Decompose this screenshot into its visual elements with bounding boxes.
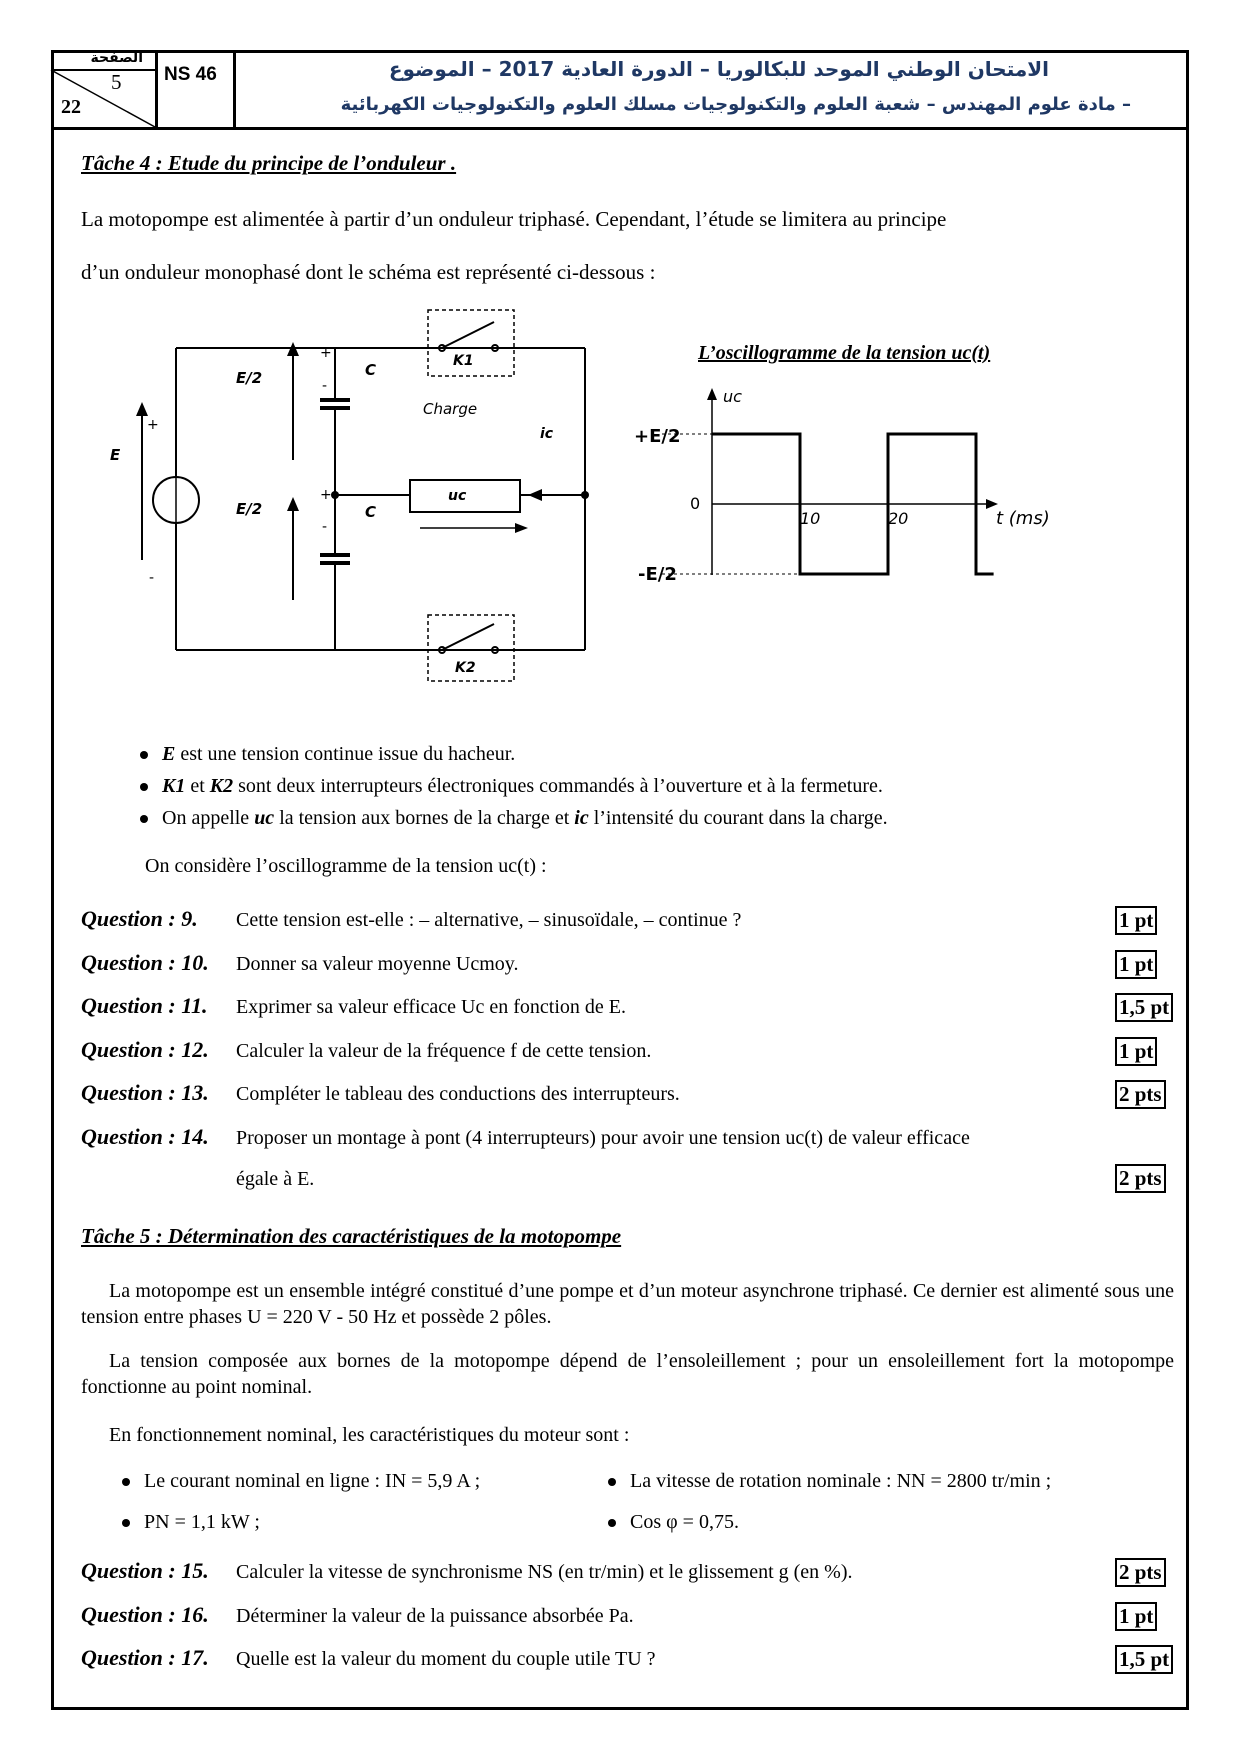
- current-label: ic: [540, 426, 554, 442]
- char-current-text: Le courant nominal en ligne : IN = 5,9 A ;: [144, 1470, 481, 1492]
- q13-text: Compléter le tableau des conductions des interrupteurs.: [236, 1083, 680, 1105]
- q14-points: 2 pts: [1115, 1164, 1166, 1193]
- osc-x-label: t (ms): [996, 508, 1050, 529]
- page-frame: [51, 50, 1189, 1710]
- q10-label: Question : 10.: [81, 950, 209, 975]
- bullet-uc-ic: [140, 807, 888, 830]
- char-power-text: PN = 1,1 kW ;: [144, 1511, 260, 1533]
- q16-points: 1 pt: [1115, 1602, 1157, 1631]
- bullet-ic-term: ic: [574, 807, 589, 829]
- q14-text: Proposer un montage à pont (4 interrupteurs) pour avoir une tension uc(t) de valeur efficace: [236, 1127, 970, 1149]
- q13-points: 2 pts: [1115, 1080, 1166, 1109]
- source-plus: +: [147, 417, 159, 433]
- q16-label: Question : 16.: [81, 1602, 209, 1627]
- q15-text: Calculer la vitesse de synchronisme NS (en tr/min) et le glissement g (en %).: [236, 1561, 853, 1583]
- source-label: E: [110, 446, 121, 464]
- q16-text: Déterminer la valeur de la puissance absorbée Pa.: [236, 1605, 634, 1627]
- page-label: الصفحة: [90, 50, 143, 66]
- q11-label: Question : 11.: [81, 993, 208, 1018]
- q12-label: Question : 12.: [81, 1037, 209, 1062]
- exam-header: [51, 50, 1189, 130]
- cap-bottom-plus: +: [320, 487, 332, 503]
- bullet-k2-term: K2: [209, 775, 234, 797]
- q11-points: 1,5 pt: [1115, 993, 1173, 1022]
- inverter-circuit: [110, 300, 610, 700]
- task5-para3: En fonctionnement nominal, les caractéristiques du moteur sont :: [109, 1424, 630, 1446]
- osc-tick-neg: -E/2: [638, 564, 677, 585]
- q10-points: 1 pt: [1115, 950, 1157, 979]
- bullet-switches-text: sont deux interrupteurs électroniques commandés à l’ouverture et à la fermeture.: [233, 775, 883, 797]
- oscillogram-chart: [634, 380, 1080, 590]
- bullet-uc-pre: On appelle: [162, 807, 255, 829]
- char-power: [122, 1511, 260, 1534]
- char-speed-text: La vitesse de rotation nominale : NN = 2800 tr/min ;: [630, 1470, 1052, 1492]
- bullet-k1-term: K1: [162, 775, 186, 797]
- task4-intro-line1: La motopompe est alimentée à partir d’un onduleur triphasé. Cependant, l’étude se limitera au principe: [81, 207, 947, 231]
- switch-k1-label: K1: [453, 353, 474, 369]
- osc-tick-10: 10: [800, 509, 821, 528]
- exam-code: NS 46: [158, 50, 236, 127]
- bullet-e-text: est une tension continue issue du hacheur.: [175, 743, 516, 765]
- q14-label: Question : 14.: [81, 1124, 209, 1149]
- exam-title: الامتحان الوطني الموحد للبكالوريا – الدورة العادية 2017 – الموضوع: [388, 57, 1049, 81]
- q17-text: Quelle est la valeur du moment du couple utile TU ?: [236, 1648, 656, 1670]
- q12-points: 1 pt: [1115, 1037, 1157, 1066]
- switch-k2-label: K2: [455, 660, 476, 676]
- char-speed: [608, 1470, 1051, 1493]
- q12-text: Calculer la valeur de la fréquence f de cette tension.: [236, 1040, 652, 1062]
- osc-y-label: uc: [723, 387, 742, 406]
- cap-top-minus: -: [322, 378, 328, 394]
- bullet-ic-text: l’intensité du courant dans la charge.: [588, 807, 888, 829]
- bullet-switches: [140, 775, 883, 798]
- capacitor-top-label: C: [365, 361, 377, 379]
- consider-line: On considère l’oscillogramme de la tension uc(t) :: [145, 855, 547, 877]
- voltage-label: uc: [448, 488, 467, 504]
- page-total: 22: [61, 96, 81, 118]
- page-number-box: [51, 50, 158, 127]
- q14-text-cont: égale à E.: [236, 1168, 315, 1190]
- oscillogram-title: L’oscillogramme de la tension uc(t): [698, 342, 991, 364]
- bullet-uc-mid: la tension aux bornes de la charge et: [274, 807, 575, 829]
- cap-top-plus: +: [320, 345, 332, 361]
- half-voltage-top: E/2: [236, 369, 263, 387]
- source-minus: -: [149, 570, 155, 586]
- char-current: [122, 1470, 480, 1493]
- task4-title: Tâche 4 : Etude du principe de l’onduleur .: [81, 151, 457, 175]
- q10-text: Donner sa valeur moyenne Ucmoy.: [236, 953, 519, 975]
- task5-para2: La tension composée aux bornes de la motopompe dépend de l’ensoleillement ; pour un ensoleillement fort la motopompe fonctionne au point nominal.: [81, 1350, 1174, 1398]
- task5-para1: La motopompe est un ensemble intégré constitué d’une pompe et d’un moteur asynchrone triphasé. Ce dernier est alimenté sous une tension entre phases U = 220 V - 50 Hz et possède 2 pôles.: [81, 1280, 1174, 1328]
- half-voltage-bottom: E/2: [236, 500, 263, 518]
- bullet-and: et: [185, 775, 210, 797]
- task5-title: Tâche 5 : Détermination des caractéristiques de la motopompe: [81, 1224, 622, 1248]
- q11-text: Exprimer sa valeur efficace Uc en fonction de E.: [236, 996, 626, 1018]
- bullet-e-term: E: [162, 743, 176, 765]
- bullet-e: [140, 743, 515, 766]
- q15-points: 2 pts: [1115, 1558, 1166, 1587]
- load-label: Charge: [423, 400, 478, 418]
- bullet-uc-term: uc: [254, 807, 275, 829]
- osc-tick-20: 20: [888, 509, 909, 528]
- char-cosphi-text: Cos φ = 0,75.: [630, 1511, 739, 1533]
- osc-tick-pos: +E/2: [634, 426, 681, 447]
- task4-intro-line2: d’un onduleur monophasé dont le schéma est représenté ci-dessous :: [81, 260, 656, 284]
- q13-label: Question : 13.: [81, 1080, 209, 1105]
- q15-label: Question : 15.: [81, 1558, 209, 1583]
- page-number: 5: [111, 70, 122, 94]
- capacitor-bottom-label: C: [365, 503, 377, 521]
- q9-text: Cette tension est-elle : – alternative, – sinusoïdale, – continue ?: [236, 909, 742, 931]
- q17-points: 1,5 pt: [1115, 1645, 1173, 1674]
- cap-bottom-minus: -: [322, 519, 328, 535]
- exam-subtitle: – مادة علوم المهندس – شعبة العلوم والتكنولوجيات مسلك العلوم والتكنولوجيات الكهربائية: [340, 94, 1131, 115]
- q9-points: 1 pt: [1115, 906, 1157, 935]
- q17-label: Question : 17.: [81, 1645, 209, 1670]
- q9-label: Question : 9.: [81, 906, 198, 931]
- char-cosphi: [608, 1511, 739, 1534]
- osc-tick-zero: 0: [690, 494, 701, 513]
